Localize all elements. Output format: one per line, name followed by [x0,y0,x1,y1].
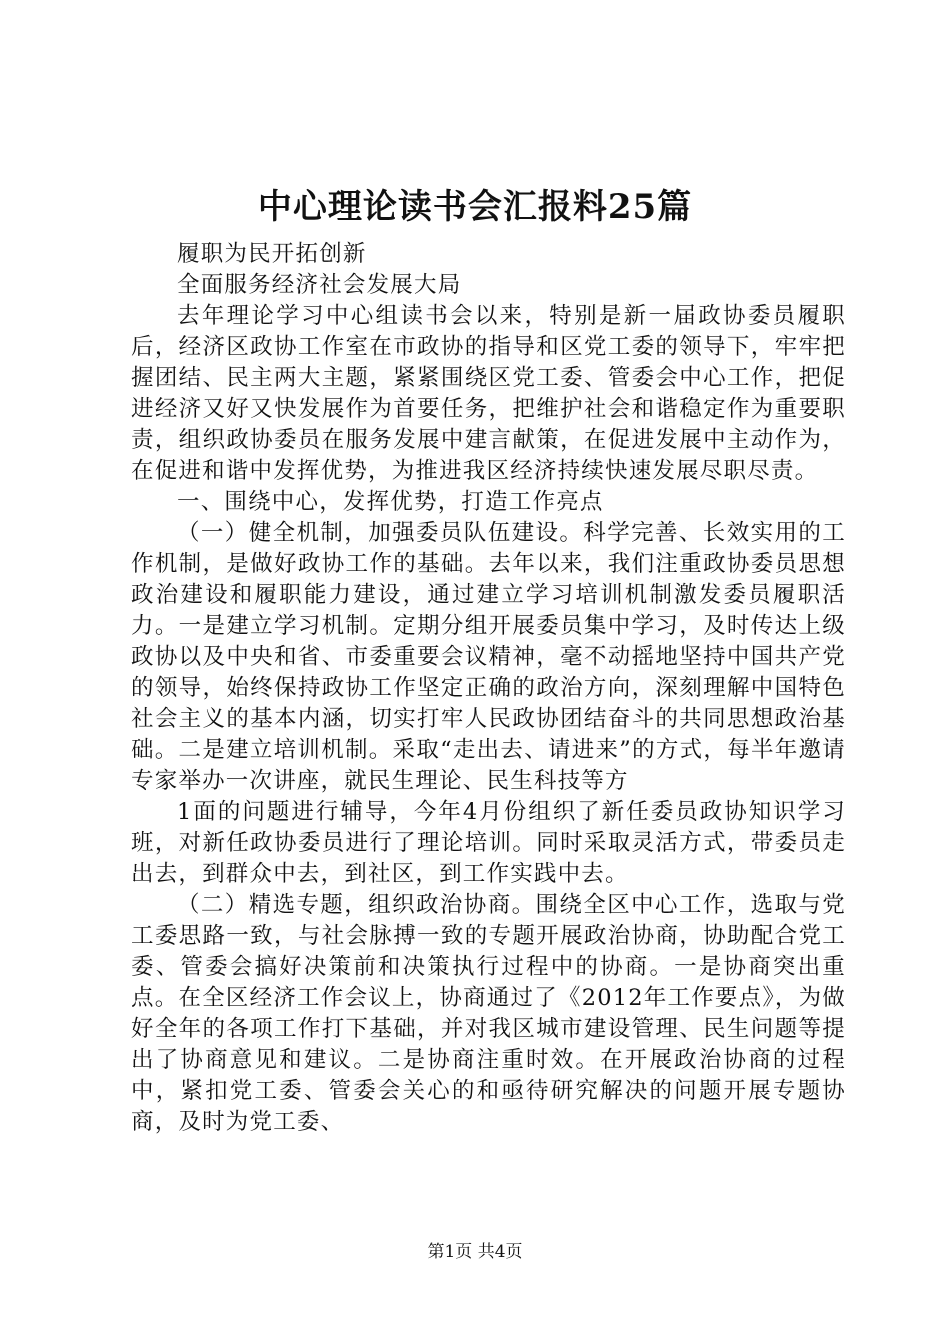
body-paragraph: 去年理论学习中心组读书会以来，特别是新一届政协委员履职后，经济区政协工作室在市政协的指导和区党工委的领导下，牢牢把握团结、民主两大主题，紧紧围绕区党工委、管委会中心工作，把促进经济又好又快发展作为首要任务，把维护社会和谐稳定作为重要职责，组织政协委员在服务发展中建言献策，在促进发展中主动作为，在促进和谐中发挥优势，为推进我区经济持续快速发展尽职尽责。 [131,303,846,484]
subtitle-line-1: 履职为民开拓创新 [177,241,367,267]
subtitle-line-2: 全面服务经济社会发展大局 [177,272,462,298]
body-paragraph: （一）健全机制，加强委员队伍建设。科学完善、长效实用的工作机制，是做好政协工作的基础。去年以来，我们注重政协委员思想政治建设和履职能力建设，通过建立学习培训机制激发委员履职活力。一是建立学习机制。定期分组开展委员集中学习，及时传达上级政协以及中央和省、市委重要会议精神，毫不动摇地坚持中国共产党的领导，始终保持政协工作坚定正确的政治方向，深刻理解中国特色社会主义的基本内涵，切实打牢人民政协团结奋斗的共同思想政治基础。二是建立培训机制。采取“走出去、请进来”的方式，每半年邀请专家举办一次讲座，就民生理论、民生科技等方 [131,520,846,794]
section-heading: 一、围绕中心，发挥优势，打造工作亮点 [177,489,604,515]
document-body [131,239,846,1138]
body-paragraph: （二）精选专题，组织政治协商。围绕全区中心工作，选取与党工委思路一致，与社会脉搏一致的专题开展政治协商，协助配合党工委、管委会搞好决策前和决策执行过程中的协商。一是协商突出重点。在全区经济工作会议上，协商通过了《2012年工作要点》，为做好全年的各项工作打下基础，并对我区城市建设管理、民生问题等提出了协商意见和建议。二是协商注重时效。在开展政治协商的过程中，紧扣党工委、管委会关心的和亟待研究解决的问题开展专题协商，及时为党工委、 [131,892,846,1135]
document-title: 中心理论读书会汇报料25篇 [257,187,693,227]
page-footer: 第1页 共4页 [427,1242,523,1262]
body-paragraph: 1面的问题进行辅导，今年4月份组织了新任委员政协知识学习班，对新任政协委员进行了理论培训。同时采取灵活方式，带委员走出去，到群众中去，到社区，到工作实践中去。 [131,799,846,887]
